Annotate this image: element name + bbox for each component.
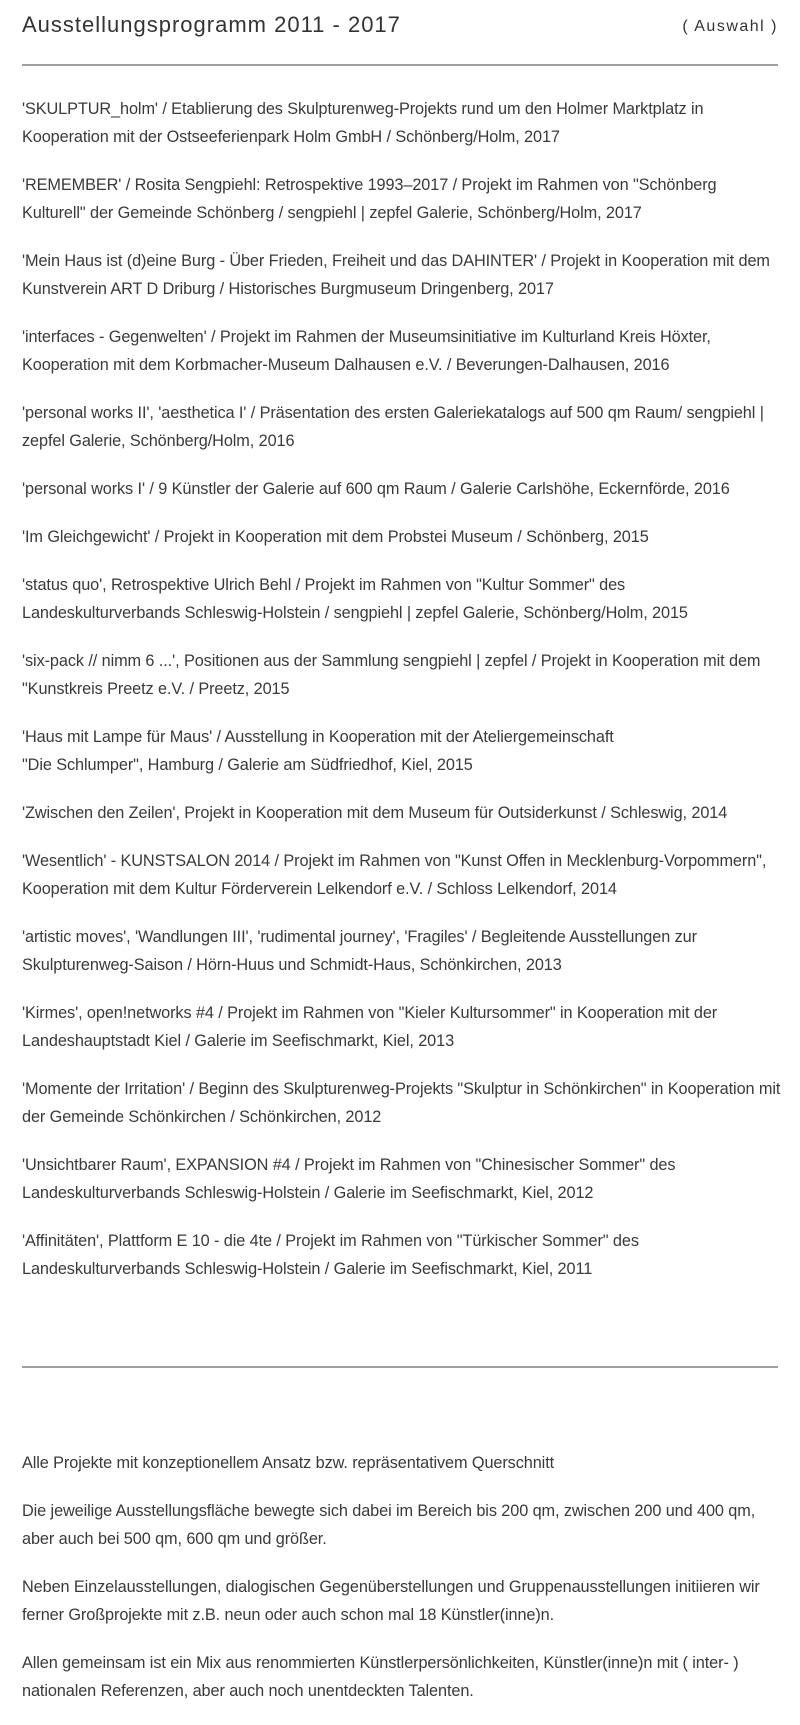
exhibition-entry: 'Wesentlich' - KUNSTSALON 2014 / Projekt im Rahmen von "Kunst Offen in Mecklenburg-Vorpommern", Kooperation mit dem Kultur Förderverein Lelkendorf e.V. / Schloss Lelkendorf, 2014 bbox=[22, 852, 767, 898]
exhibition-entry: 'Affinitäten', Plattform E 10 - die 4te / Projekt im Rahmen von "Türkischer Sommer" des Landeskulturverbands Schleswig-Holstein / Galerie im Seefischmarkt, Kiel, 2011 bbox=[22, 1232, 639, 1278]
top-divider bbox=[22, 64, 778, 66]
exhibition-entry: 'SKULPTUR_holm' / Etablierung des Skulpturenweg-Projekts rund um den Holmer Marktplatz in Kooperation mit der Ostseeferienpark Holm GmbH / Schönberg/Holm, 2017 bbox=[22, 100, 704, 146]
exhibition-entry: 'status quo', Retrospektive Ulrich Behl / Projekt im Rahmen von "Kultur Sommer" des Landeskulturverbands Schleswig-Holstein / sengpiehl | zepfel Galerie, Schönberg/Holm, 2015 bbox=[22, 576, 688, 622]
exhibition-entry: 'Haus mit Lampe für Maus' / Ausstellung in Kooperation mit der Ateliergemeinschaft "Die Schlumper", Hamburg / Galerie am Südfriedhof, Kiel, 2015 bbox=[22, 728, 614, 774]
exhibition-entry: 'Mein Haus ist (d)eine Burg - Über Frieden, Freiheit und das DAHINTER' / Projekt in Kooperation mit dem Kunstverein ART D Driburg / Historisches Burgmuseum Dringenberg, 2017 bbox=[22, 252, 770, 298]
exhibition-entry: 'Kirmes', open!networks #4 / Projekt im Rahmen von "Kieler Kultursommer" in Kooperation mit der Landeshauptstadt Kiel / Galerie im Seefischmarkt, Kiel, 2013 bbox=[22, 1004, 718, 1050]
program-note: Allen gemeinsam ist ein Mix aus renommierten Künstlerpersönlichkeiten, Künstler(inne)n mit ( inter- ) nationalen Referenzen, aber auch noch unentdeckten Talenten. bbox=[22, 1654, 739, 1700]
program-note: Alle Projekte mit konzeptionellem Ansatz bzw. repräsentativem Querschnitt bbox=[22, 1454, 555, 1472]
page-title: Ausstellungsprogramm 2011 - 2017 bbox=[22, 12, 401, 37]
exhibition-list bbox=[22, 95, 782, 1303]
exhibition-entry: 'REMEMBER' / Rosita Sengpiehl: Retrospektive 1993–2017 / Projekt im Rahmen von "Schönberg Kulturell" der Gemeinde Schönberg / sengpiehl | zepfel Galerie, Schönberg/Holm, 2017 bbox=[22, 176, 717, 222]
exhibition-entry: 'personal works II', 'aesthetica I' / Präsentation des ersten Galeriekatalogs auf 500 qm Raum/ sengpiehl | zepfel Galerie, Schönberg/Holm, 2016 bbox=[22, 404, 764, 450]
bottom-divider bbox=[22, 1366, 778, 1368]
exhibition-entry: 'artistic moves', 'Wandlungen III', 'rudimental journey', 'Fragiles' / Begleitende Ausstellungen zur Skulpturenweg-Saison / Hörn-Huus und Schmidt-Haus, Schönkirchen, 2013 bbox=[22, 928, 697, 974]
exhibition-entry: 'Unsichtbarer Raum', EXPANSION #4 / Projekt im Rahmen von "Chinesischer Sommer" des Landeskulturverbands Schleswig-Holstein / Galerie im Seefischmarkt, Kiel, 2012 bbox=[22, 1156, 676, 1202]
exhibition-entry: 'Zwischen den Zeilen', Projekt in Kooperation mit dem Museum für Outsiderkunst / Schleswig, 2014 bbox=[22, 804, 728, 822]
exhibition-entry: 'Im Gleichgewicht' / Projekt in Kooperation mit dem Probstei Museum / Schönberg, 2015 bbox=[22, 528, 649, 546]
selection-note: ( Auswahl ) bbox=[682, 18, 778, 35]
page-header bbox=[22, 12, 778, 52]
program-note: Die jeweilige Ausstellungsfläche bewegte sich dabei im Bereich bis 200 qm, zwischen 200 und 400 qm, aber auch bei 500 qm, 600 qm und größer. bbox=[22, 1502, 756, 1548]
exhibition-entry: 'interfaces - Gegenwelten' / Projekt im Rahmen der Museumsinitiative im Kulturland Kreis Höxter, Kooperation mit dem Korbmacher-Museum Dalhausen e.V. / Beverungen-Dalhausen, 2016 bbox=[22, 328, 711, 374]
exhibition-entry: 'personal works I' / 9 Künstler der Galerie auf 600 qm Raum / Galerie Carlshöhe, Eckernförde, 2016 bbox=[22, 480, 730, 498]
exhibition-entry: 'six-pack // nimm 6 ...', Positionen aus der Sammlung sengpiehl | zepfel / Projekt in Kooperation mit dem "Kunstkreis Preetz e.V. / Preetz, 2015 bbox=[22, 652, 761, 698]
program-notes bbox=[22, 1449, 782, 1725]
exhibition-entry: 'Momente der Irritation' / Beginn des Skulpturenweg-Projekts "Skulptur in Schönkirchen" in Kooperation mit der Gemeinde Schönkirchen / Schönkirchen, 2012 bbox=[22, 1080, 781, 1126]
program-note: Neben Einzelausstellungen, dialogischen Gegenüberstellungen und Gruppenausstellungen initiieren wir ferner Großprojekte mit z.B. neun oder auch schon mal 18 Künstler(inne)n. bbox=[22, 1578, 760, 1624]
